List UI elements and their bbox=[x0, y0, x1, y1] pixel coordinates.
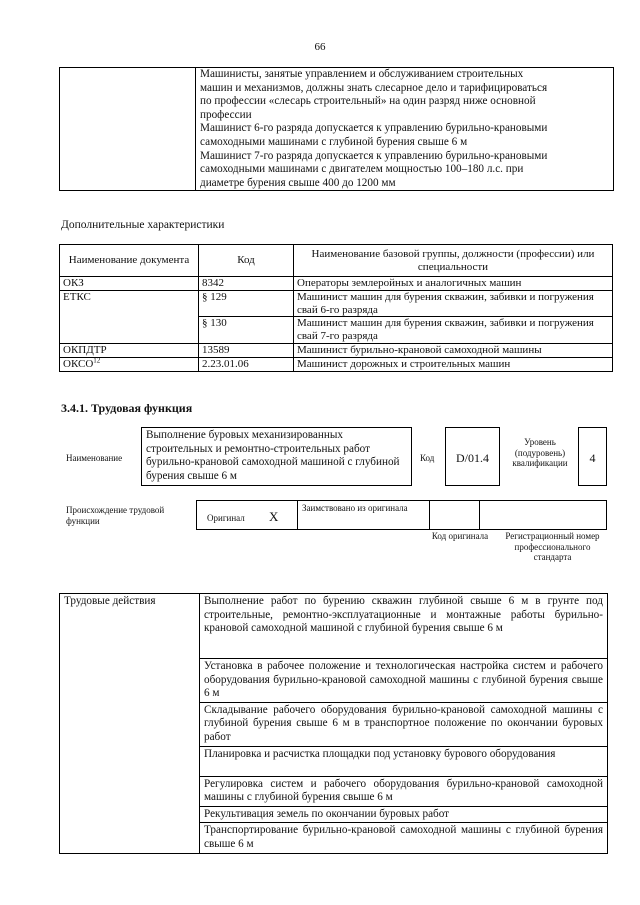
note-line: Машинист 6-го разряда допускается к управлению бурильно-крановыми bbox=[200, 122, 548, 135]
code-cell: 2.23.01.06 bbox=[199, 357, 294, 371]
origin-label: Происхождение трудовой функции bbox=[66, 505, 165, 526]
extra-characteristics-table bbox=[59, 244, 613, 372]
qualification-level-label: Уровень (подуровень) квалификации bbox=[512, 437, 568, 468]
table-row bbox=[60, 357, 613, 371]
action-item: Транспортирование бурильно-крановой самоходной машины с глубиной бурения свыше 6 м bbox=[200, 823, 608, 853]
code-cell: § 129 bbox=[199, 290, 294, 317]
original-mark: X bbox=[269, 509, 279, 524]
qualification-level-value: 4 bbox=[589, 451, 596, 465]
function-title: 3.4.1. Трудовая функция bbox=[61, 401, 193, 415]
reg-number-label: Регистрационный номер профессионального стандарта bbox=[505, 531, 600, 562]
function-code-label: Код bbox=[420, 453, 435, 463]
actions-label: Трудовые действия bbox=[60, 594, 200, 854]
code-original-cell bbox=[429, 500, 480, 530]
origin-original-cell bbox=[196, 500, 298, 530]
note-line: самоходными машинами с двигателем мощностью 100–180 л.с. при bbox=[200, 163, 524, 176]
header-code: Код bbox=[199, 245, 294, 277]
code-cell: 13589 bbox=[199, 343, 294, 357]
original-label: Оригинал bbox=[207, 513, 245, 523]
note-line: Машинист 7-го разряда допускается к управлению бурильно-крановыми bbox=[200, 149, 548, 162]
doc-cell: ОКЗ bbox=[60, 277, 199, 291]
table-row bbox=[60, 277, 613, 291]
function-code-value: D/01.4 bbox=[456, 451, 489, 465]
header-document: Наименование документа bbox=[60, 245, 199, 277]
borrowed-label: Заимствовано из оригинала bbox=[302, 503, 408, 513]
code-cell: 8342 bbox=[199, 277, 294, 291]
extra-characteristics-title: Дополнительные характеристики bbox=[61, 219, 225, 231]
name-cell: Машинист дорожных и строительных машин bbox=[294, 357, 613, 371]
code-cell: § 130 bbox=[199, 317, 294, 344]
qualification-level-box bbox=[578, 427, 607, 486]
name-cell: Машинист машин для бурения скважин, забивки и погружения свай 7-го разряда bbox=[294, 317, 613, 344]
doc-cell: ОКПДТР bbox=[60, 343, 199, 357]
function-name-box bbox=[141, 427, 412, 486]
header-name: Наименование базовой группы, должности (профессии) или специальности bbox=[294, 245, 613, 277]
labour-actions-table bbox=[59, 593, 608, 854]
reg-number-cell bbox=[479, 500, 607, 530]
note-line: по профессии «слесарь строительный» на один разряд ниже основной bbox=[200, 95, 536, 108]
note-line: машин и механизмов, должны знать слесарное дело и тарифицироваться bbox=[200, 81, 548, 94]
notes-cell bbox=[196, 68, 614, 191]
note-line: самоходными машинами с глубиной бурения свыше 6 м bbox=[200, 135, 468, 148]
action-item: Планировка и расчистка площадки под установку бурового оборудования bbox=[200, 746, 608, 776]
doc-text: ОКСО bbox=[63, 357, 94, 370]
name-cell: Машинист бурильно-крановой самоходной машины bbox=[294, 343, 613, 357]
empty-cell bbox=[60, 68, 196, 191]
function-code-box bbox=[445, 427, 500, 486]
table-row bbox=[60, 343, 613, 357]
note-line: профессии bbox=[200, 108, 252, 121]
function-name-value: Выполнение буровых механизированных строительных и ремонтно-строительных работ бурильно-крановой самоходной машиной с глубиной бурения свыше 6 м bbox=[146, 429, 400, 482]
page-number: 66 bbox=[314, 41, 326, 53]
action-item: Регулировка систем и рабочего оборудования бурильно-крановой самоходной машины с глубиной бурения свыше 6 м bbox=[200, 776, 608, 806]
name-cell: Операторы землеройных и аналогичных машин bbox=[294, 277, 613, 291]
action-item: Установка в рабочее положение и технологическая настройка систем и рабочего оборудования бурильно-крановой самоходной машины с глубиной бурения свыше 6 м bbox=[200, 659, 608, 703]
action-item: Складывание рабочего оборудования бурильно-крановой самоходной машины с глубиной бурения свыше 6 м в транспортное положение по окончании буровых работ bbox=[200, 702, 608, 746]
code-original-label: Код оригинала bbox=[431, 531, 489, 541]
function-name-label: Наименование bbox=[66, 453, 123, 463]
table-row bbox=[60, 594, 608, 659]
action-item: Выполнение работ по бурению скважин глубиной свыше 6 м в грунте под строительные, ремонтно-эксплуатационные и монтажные работы бурильно-крановой самоходной машиной с глубиной бурения свыше 6 м bbox=[200, 594, 608, 659]
qualification-notes-table bbox=[59, 67, 614, 191]
origin-borrowed-cell bbox=[297, 500, 430, 530]
action-item: Рекультивация земель по окончании буровых работ bbox=[200, 806, 608, 823]
note-line: Машинисты, занятые управлением и обслуживанием строительных bbox=[200, 68, 524, 80]
footnote-ref: 12 bbox=[93, 356, 101, 365]
table-row bbox=[60, 290, 613, 317]
doc-cell: ЕТКС bbox=[60, 290, 199, 343]
name-cell: Машинист машин для бурения скважин, забивки и погружения свай 6-го разряда bbox=[294, 290, 613, 317]
doc-cell bbox=[60, 357, 199, 371]
note-line: диаметре бурения свыше 400 до 1200 мм bbox=[200, 176, 396, 189]
